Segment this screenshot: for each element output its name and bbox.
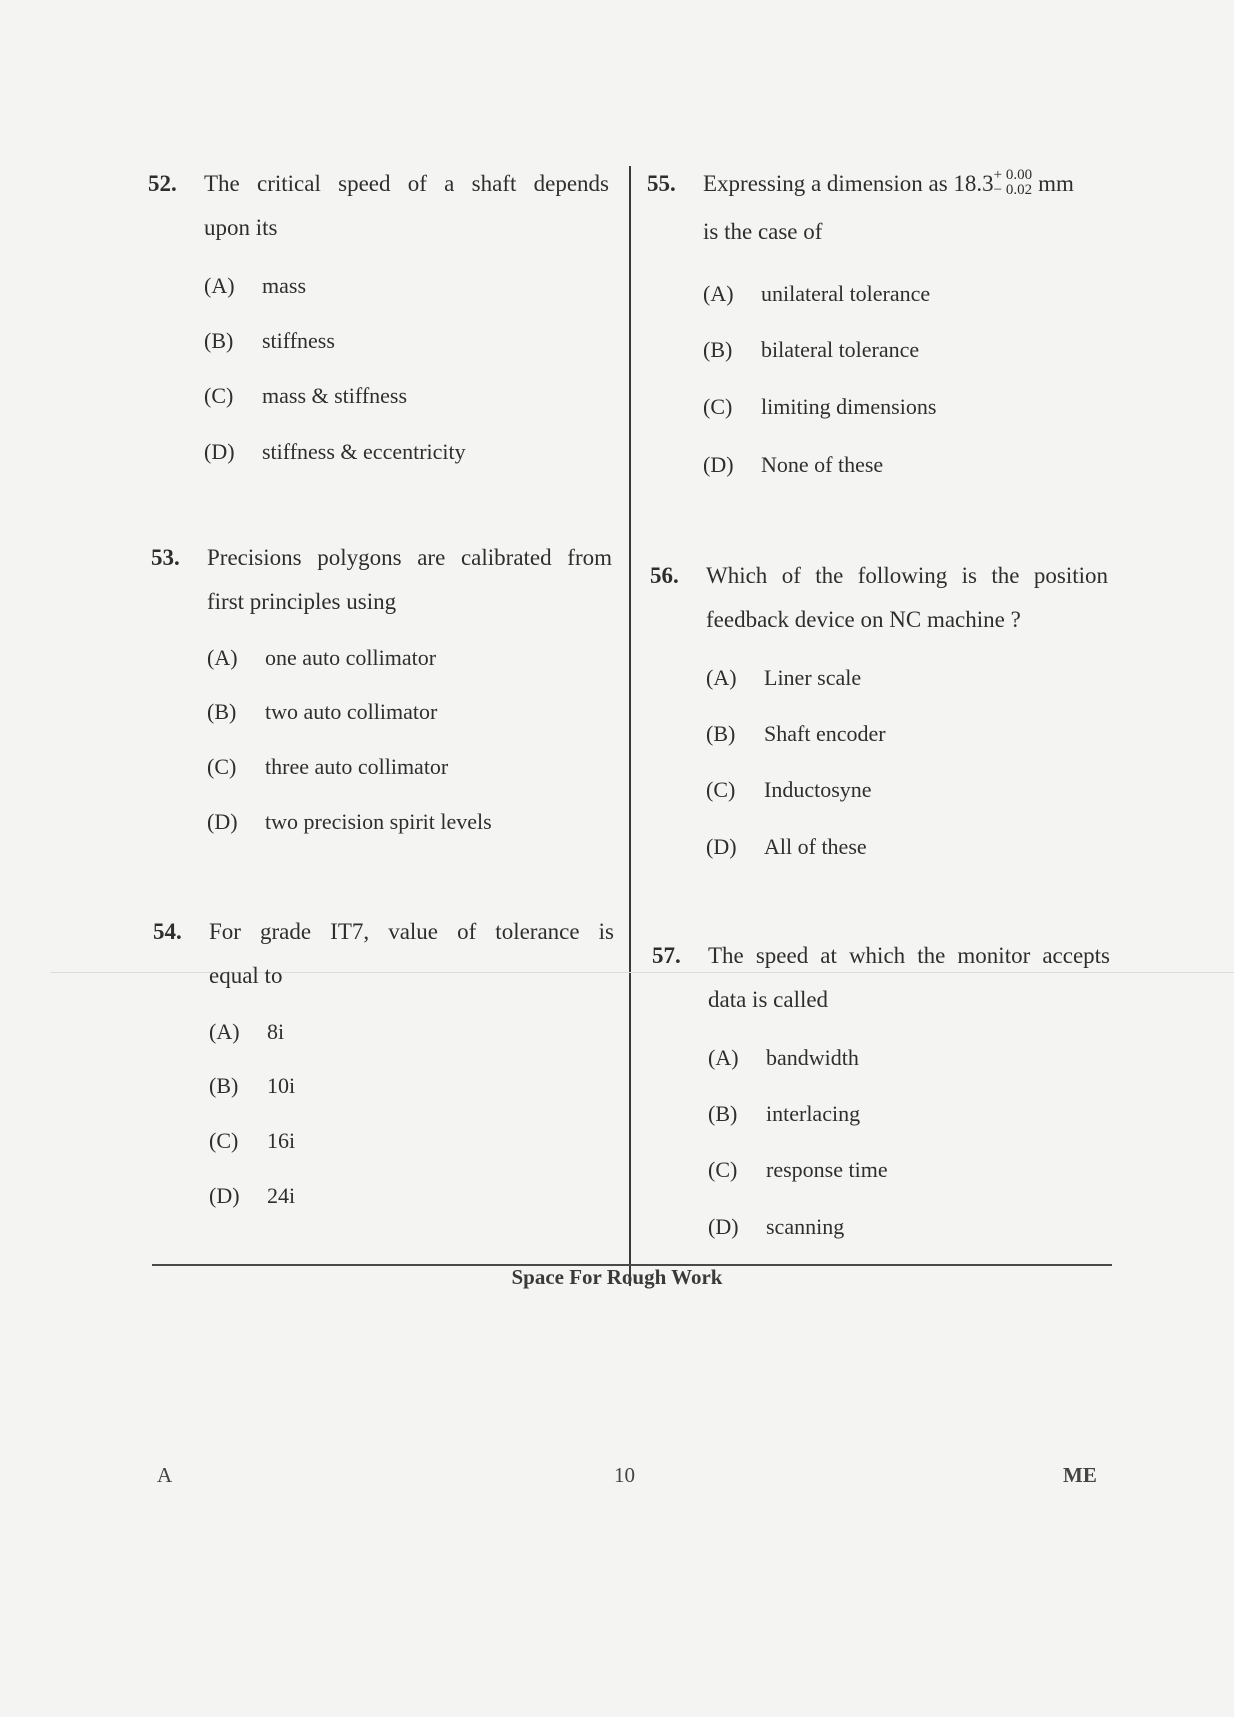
option-label: (A) <box>708 1045 739 1070</box>
option-text: three auto collimator <box>265 754 449 779</box>
option-c[interactable] <box>209 1119 295 1163</box>
option-b[interactable] <box>708 1092 860 1136</box>
option-label: (D) <box>204 439 235 464</box>
option-text: 10i <box>267 1073 296 1098</box>
stem-text: Expressing a dimension as 18.3 <box>703 171 994 196</box>
subject-code: ME <box>1063 1463 1097 1487</box>
question-stem <box>209 910 614 998</box>
question-number: 57. <box>652 943 681 968</box>
option-label: (B) <box>207 699 237 724</box>
option-label: (B) <box>204 328 234 353</box>
option-b[interactable] <box>706 712 886 756</box>
option-text: two auto collimator <box>265 699 438 724</box>
tolerance-limits <box>994 168 1032 198</box>
tolerance-lower: − 0.02 <box>993 181 1033 198</box>
option-label: (C) <box>204 383 234 408</box>
stem-line <box>703 162 1123 206</box>
stem-line: upon its <box>204 215 278 240</box>
option-label: (B) <box>706 721 736 746</box>
option-label: (C) <box>207 754 237 779</box>
stem-line: is the case of <box>703 219 823 244</box>
option-text: mass & stiffness <box>262 383 408 408</box>
question-stem <box>703 162 1123 254</box>
option-label: (D) <box>703 452 734 477</box>
option-text: None of these <box>761 452 884 477</box>
option-text: bandwidth <box>766 1045 859 1070</box>
option-label: (B) <box>703 337 733 362</box>
page-number: 10 <box>614 1463 635 1487</box>
stem-line: Precisions polygons are calibrated from <box>207 545 612 570</box>
option-label: (D) <box>209 1183 240 1208</box>
option-text: stiffness & eccentricity <box>262 439 466 464</box>
stem-line: The critical speed of a shaft depends <box>204 171 609 196</box>
option-label: (C) <box>209 1128 239 1153</box>
option-text: stiffness <box>262 328 335 353</box>
stem-line: The speed at which the monitor accepts <box>708 943 1110 968</box>
rough-work-title: Space For Rough Work <box>511 1265 723 1289</box>
option-text: response time <box>766 1157 888 1182</box>
option-text: 8i <box>267 1019 285 1044</box>
option-text: Shaft encoder <box>764 721 886 746</box>
stem-line: For grade IT7, value of tolerance is <box>209 919 614 944</box>
option-a[interactable] <box>706 656 861 700</box>
question-stem <box>708 934 1110 1022</box>
stem-line: data is called <box>708 987 829 1012</box>
stem-line: equal to <box>209 963 283 988</box>
option-c[interactable] <box>708 1148 888 1192</box>
option-text: limiting dimensions <box>761 394 937 419</box>
tolerance-upper: + 0.00 <box>993 166 1033 183</box>
option-b[interactable] <box>204 319 335 363</box>
option-text: 16i <box>267 1128 296 1153</box>
option-text: interlacing <box>766 1101 861 1126</box>
option-a[interactable] <box>708 1036 859 1080</box>
option-d[interactable] <box>207 800 492 844</box>
option-label: (D) <box>706 834 737 859</box>
option-text: scanning <box>766 1214 845 1239</box>
unit-text: mm <box>1038 171 1074 196</box>
option-label: (C) <box>706 777 736 802</box>
option-a[interactable] <box>703 272 930 316</box>
question-stem <box>204 162 609 250</box>
question-number: 54. <box>153 919 182 944</box>
column-divider <box>629 166 631 1286</box>
option-label: (A) <box>209 1019 240 1044</box>
question-number: 55. <box>647 171 676 196</box>
option-b[interactable] <box>207 690 437 734</box>
option-label: (D) <box>708 1214 739 1239</box>
option-a[interactable] <box>209 1010 284 1054</box>
question-stem <box>706 554 1108 642</box>
stem-line: Which of the following is the position <box>706 563 1108 588</box>
option-d[interactable] <box>708 1205 844 1249</box>
option-c[interactable] <box>207 745 448 789</box>
option-label: (B) <box>209 1073 239 1098</box>
option-text: All of these <box>764 834 867 859</box>
option-d[interactable] <box>204 430 466 474</box>
option-text: mass <box>262 273 306 298</box>
option-text: Inductosyne <box>764 777 872 802</box>
option-d[interactable] <box>209 1174 295 1218</box>
option-label: (C) <box>703 394 733 419</box>
option-label: (A) <box>706 665 737 690</box>
option-text: bilateral tolerance <box>761 337 920 362</box>
option-label: (A) <box>204 273 235 298</box>
question-number: 52. <box>148 171 177 196</box>
option-a[interactable] <box>207 636 436 680</box>
option-a[interactable] <box>204 264 306 308</box>
question-number: 56. <box>650 563 679 588</box>
stem-line: feedback device on NC machine ? <box>706 607 1021 632</box>
option-label: (D) <box>207 809 238 834</box>
option-label: (A) <box>207 645 238 670</box>
option-text: Liner scale <box>764 665 862 690</box>
option-text: 24i <box>267 1183 296 1208</box>
option-label: (B) <box>708 1101 738 1126</box>
option-text: one auto collimator <box>265 645 437 670</box>
option-c[interactable] <box>204 374 407 418</box>
booklet-series: A <box>157 1463 173 1487</box>
stem-line: first principles using <box>207 589 397 614</box>
question-number: 53. <box>151 545 180 570</box>
option-label: (A) <box>703 281 734 306</box>
option-b[interactable] <box>209 1064 295 1108</box>
option-b[interactable] <box>703 328 919 372</box>
option-d[interactable] <box>706 825 867 869</box>
option-text: two precision spirit levels <box>265 809 492 834</box>
question-stem <box>207 536 612 624</box>
option-c[interactable] <box>706 768 872 812</box>
option-c[interactable] <box>703 385 936 429</box>
option-label: (C) <box>708 1157 738 1182</box>
option-d[interactable] <box>703 443 883 487</box>
option-text: unilateral tolerance <box>761 281 931 306</box>
